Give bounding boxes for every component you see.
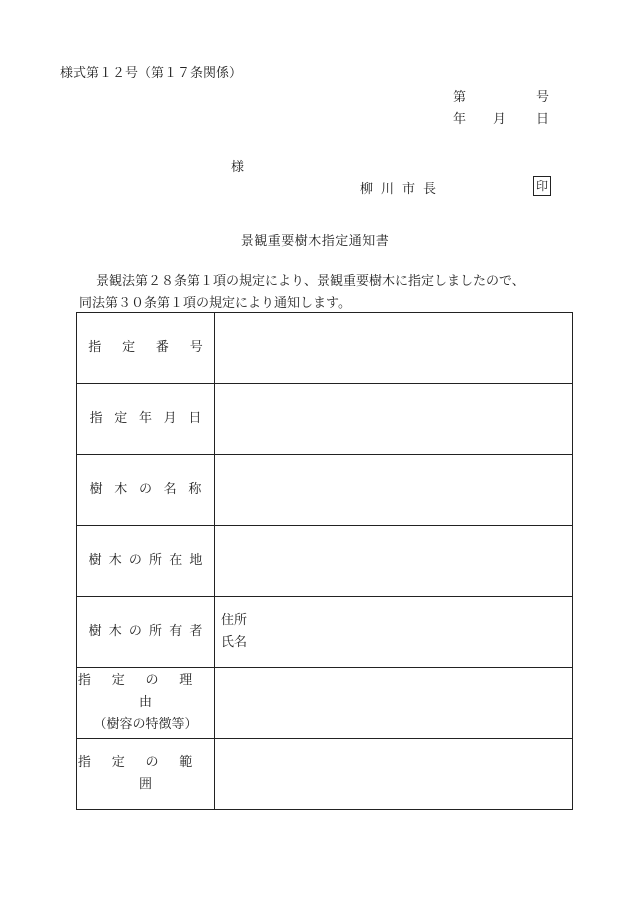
value-designation-reason bbox=[215, 668, 573, 739]
owner-name-label: 氏名 bbox=[221, 635, 248, 650]
label-designation-number: 指定番号 bbox=[77, 313, 215, 384]
form-number: 様式第１２号（第１７条関係） bbox=[60, 66, 243, 81]
document-title: 景観重要樹木指定通知書 bbox=[240, 234, 390, 249]
table-row-designation-reason bbox=[77, 668, 573, 739]
sender-mayor: 柳川市長 bbox=[360, 182, 445, 197]
label-tree-owner: 樹木の所有者 bbox=[77, 597, 215, 668]
designation-info-table bbox=[76, 312, 573, 810]
table-row-designation-scope bbox=[77, 739, 573, 810]
date-day-label: 日 bbox=[536, 112, 550, 127]
document-number-prefix: 第 bbox=[453, 90, 467, 105]
value-designation-date bbox=[215, 384, 573, 455]
label-designation-date: 指定年月日 bbox=[77, 384, 215, 455]
value-tree-owner bbox=[215, 597, 573, 668]
owner-address-label: 住所 bbox=[221, 613, 248, 628]
label-tree-name: 樹木の名称 bbox=[77, 455, 215, 526]
recipient-honorific: 様 bbox=[231, 160, 245, 175]
value-tree-location bbox=[215, 526, 573, 597]
table-row-tree-name bbox=[77, 455, 573, 526]
document-number-suffix: 号 bbox=[536, 90, 550, 105]
table-row-designation-number bbox=[77, 313, 573, 384]
label-tree-location: 樹木の所在地 bbox=[77, 526, 215, 597]
value-designation-number bbox=[215, 313, 573, 384]
body-text-line-2: 同法第３０条第１項の規定により通知します。 bbox=[79, 296, 351, 311]
label-designation-reason: 指定の理由 （樹容の特徴等） bbox=[77, 668, 215, 739]
label-designation-reason-note: （樹容の特徴等） bbox=[93, 717, 198, 732]
seal-stamp: 印 bbox=[533, 176, 551, 196]
date-year-label: 年 bbox=[453, 112, 467, 127]
value-designation-scope bbox=[215, 739, 573, 810]
label-designation-scope: 指定の範囲 bbox=[77, 739, 215, 810]
table-row-designation-date bbox=[77, 384, 573, 455]
table-row-tree-owner bbox=[77, 597, 573, 668]
body-text-line-1: 景観法第２８条第１項の規定により、景観重要樹木に指定しましたので、 bbox=[96, 274, 525, 289]
value-tree-name bbox=[215, 455, 573, 526]
date-month-label: 月 bbox=[493, 112, 507, 127]
table-row-tree-location bbox=[77, 526, 573, 597]
